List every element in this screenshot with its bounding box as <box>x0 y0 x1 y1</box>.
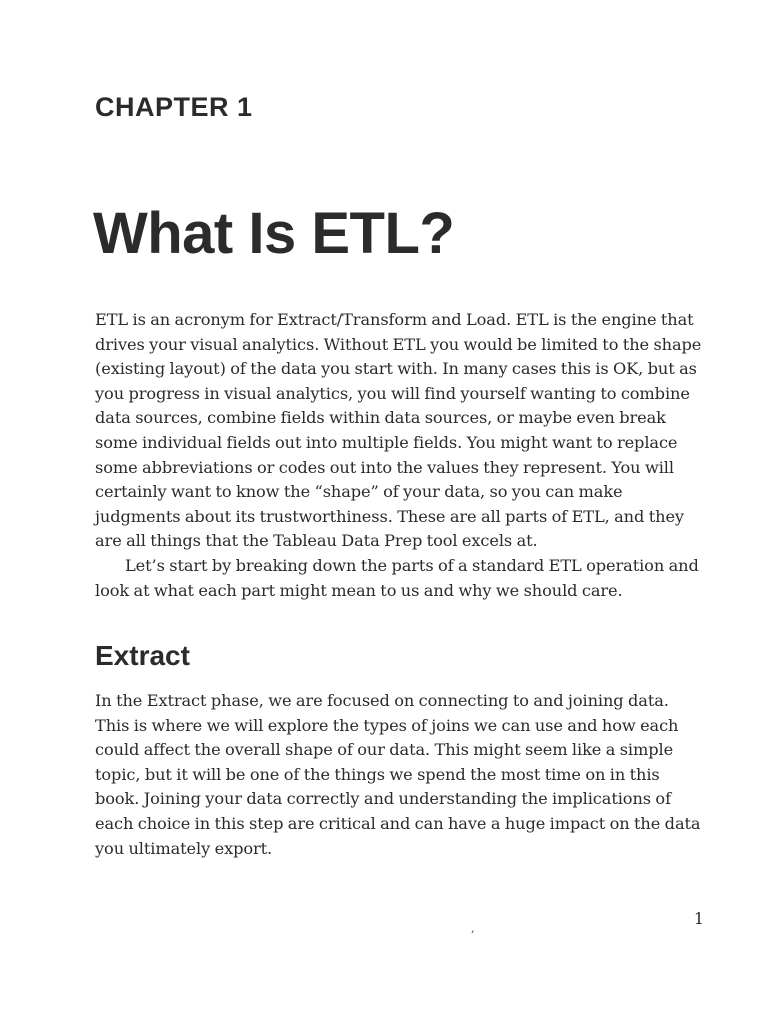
stray-mark: , <box>471 922 475 935</box>
intro-section <box>95 308 705 603</box>
chapter-title: What Is ETL? <box>93 201 455 266</box>
section-heading-extract: Extract <box>95 640 190 671</box>
chapter-label: CHAPTER 1 <box>95 92 253 122</box>
intro-paragraph-1: ETL is an acronym for Extract/Transform and Load. ETL is the engine that drives your visual analytics. Without ETL you would be limited to the shape (existing layout) of the data you start with. In many cases this is OK, but as you progress in visual analytics, you will find yourself wanting to combine data sources, combine fields within data sources, or maybe even break some individual fields out into multiple fields. You might want to replace some abbreviations or codes out into the values they represent. You will certainly want to know the “shape” of your data, so you can make judgments about its trustworthiness. These are all parts of ETL, and they are all things that the Tableau Data Prep tool excels at. <box>95 310 702 551</box>
page-number: 1 <box>693 909 704 928</box>
extract-paragraph: In the Extract phase, we are focused on connecting to and joining data. This is where we will explore the types of joins we can use and how each could affect the overall shape of our data. This might seem like a simple topic, but it will be one of the things we spend the most time on in this book. Joining your data correctly and understanding the implications of each choice in this step are critical and can have a huge impact on the data you ultimately export. <box>95 691 701 858</box>
intro-paragraph-2: Let’s start by breaking down the parts of a standard ETL operation and look at what each part might mean to us and why we should care. <box>95 555 699 600</box>
